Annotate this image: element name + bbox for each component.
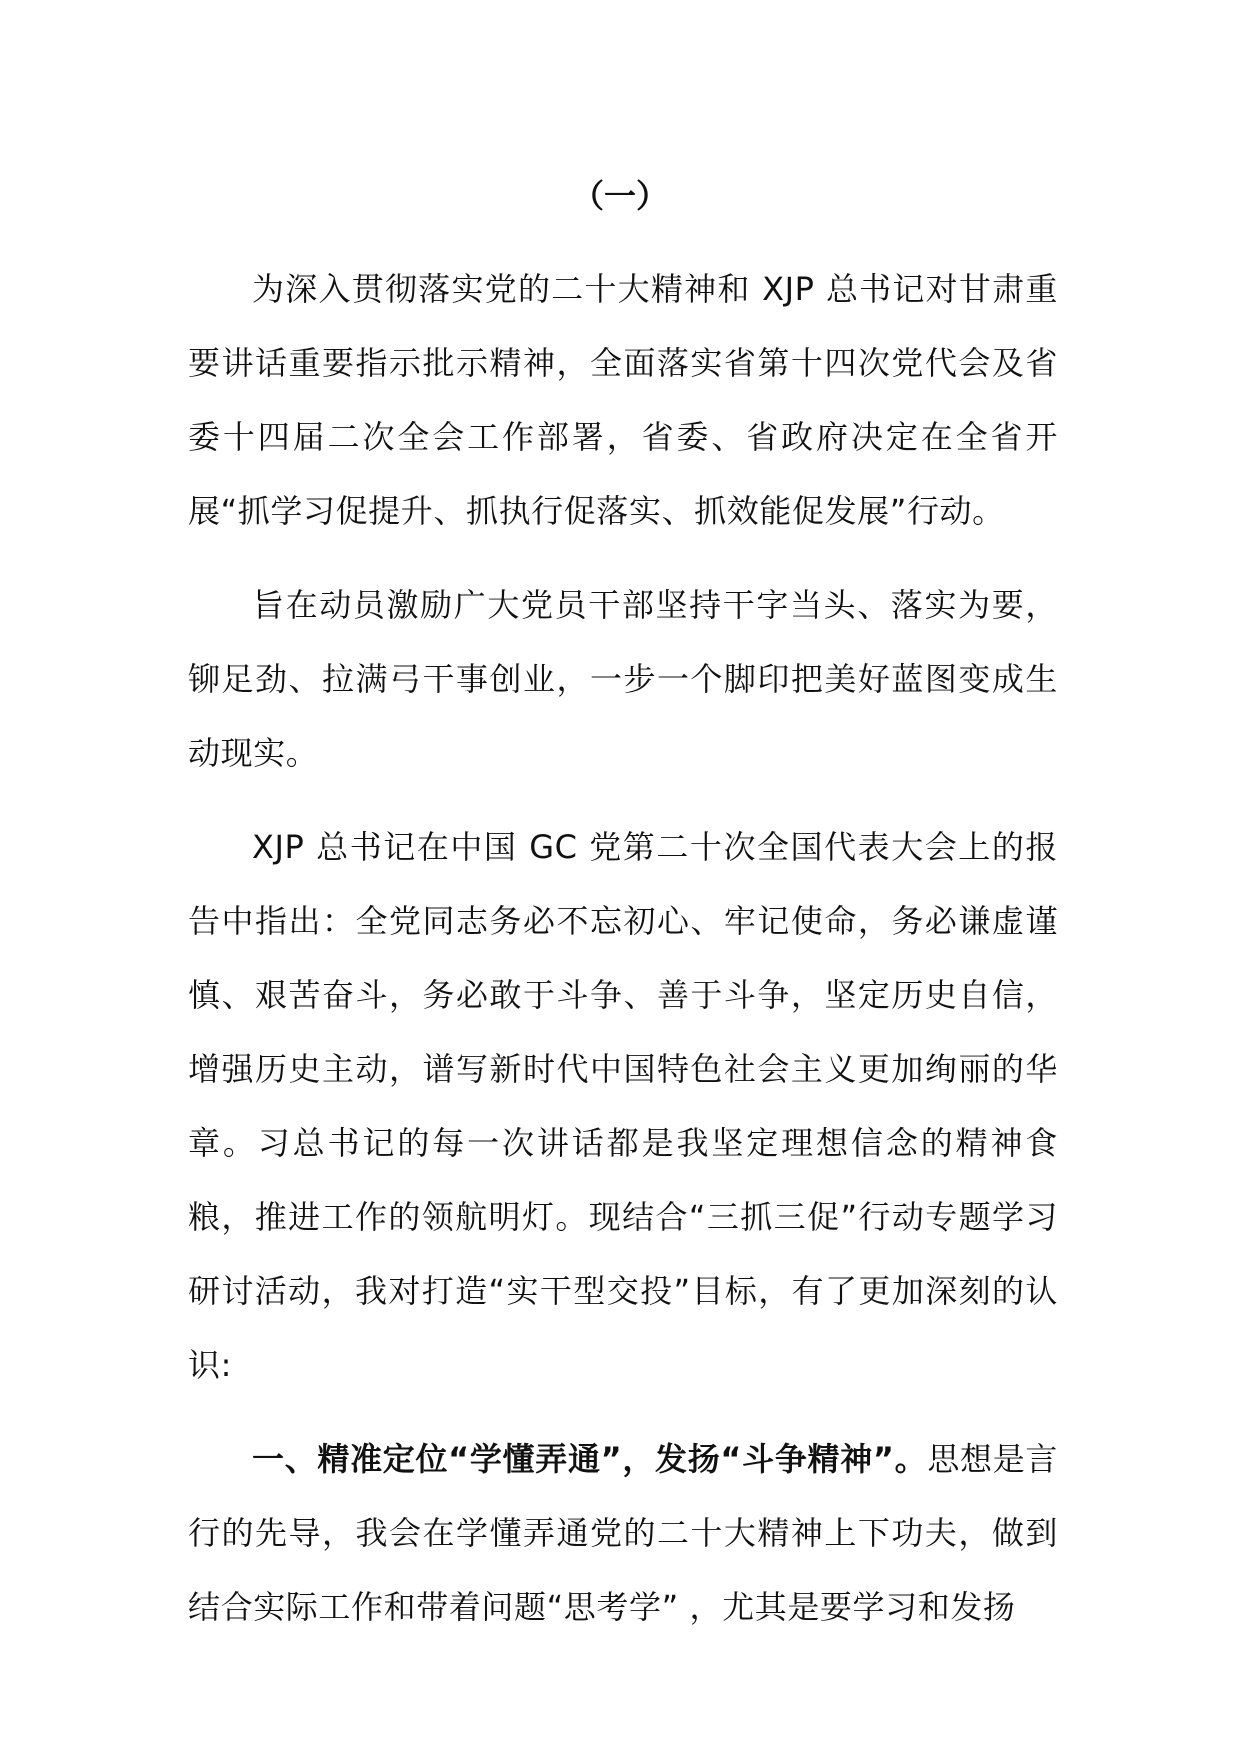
section-heading: 一、精准定位“学懂弄通”，发扬“斗争精神”。 [252, 1440, 928, 1478]
paragraph-2 [188, 568, 1058, 790]
document-title: （一） [571, 177, 668, 215]
paragraph-1-text: 为深入贯彻落实党的二十大精神和 XJP 总书记对甘肃重要讲话重要指示批示精神，全面落实省第十四次党代会及省委十四届二次全会工作部署，省委、省政府决定在全省开展“抓学习促提升、抓执行促落实、抓效能促发展”行动。 [188, 270, 1058, 530]
paragraph-2-text: 旨在动员激励广大党员干部坚持干字当头、落实为要，铆足劲、拉满弓干事创业，一步一个脚印把美好蓝图变成生动现实。 [188, 586, 1058, 772]
paragraph-3-text: XJP 总书记在中国 GC 党第二十次全国代表大会上的报告中指出：全党同志务必不忘初心、牢记使命，务必谦虚谨慎、艰苦奋斗，务必敢于斗争、善于斗争，坚定历史自信，增强历史主动，谱写新时代中国特色社会主义更加绚丽的华章。习总书记的每一次讲话都是我坚定理想信念的精神食粮，推进工作的领航明灯。现结合“三抓三促”行动专题学习研讨活动，我对打造“实干型交投”目标，有了更加深刻的认识: [188, 828, 1058, 1384]
paragraph-4-text: 思想是言行的先导，我会在学懂弄通党的二十大精神上下功夫，做到结合实际工作和带着问题“思考学” ，尤其是要学习和发扬 [188, 1440, 1059, 1626]
paragraph-4 [188, 1422, 1058, 1644]
paragraph-3 [188, 810, 1058, 1402]
document-body [188, 252, 1058, 1664]
paragraph-1 [188, 252, 1058, 548]
